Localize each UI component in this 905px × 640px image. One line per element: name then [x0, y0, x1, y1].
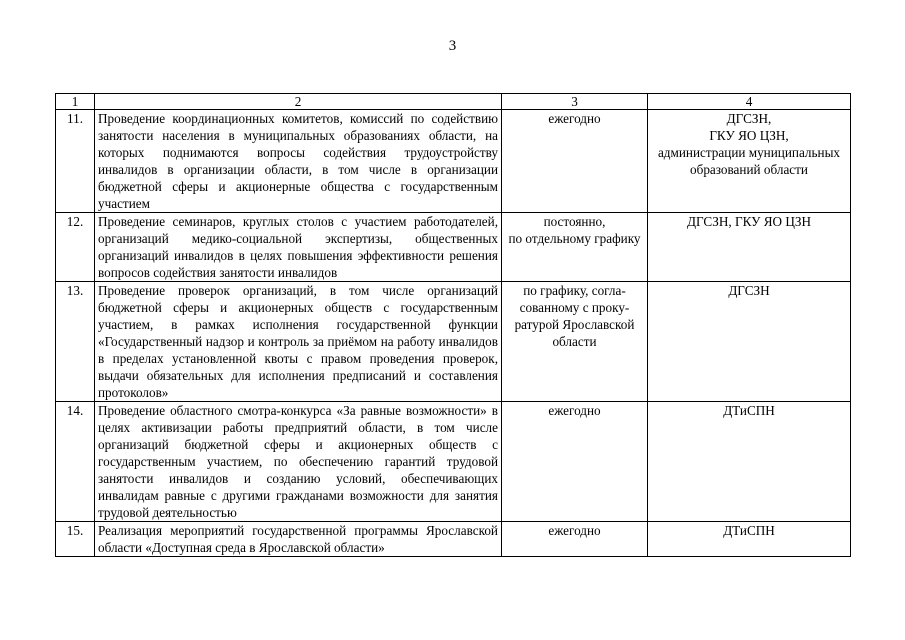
measure-term: ежегодно	[502, 402, 648, 522]
table-row	[56, 213, 851, 282]
table-row	[56, 402, 851, 522]
measure-description: Проведение областного смотра-конкурса «За равные возможности» в целях активизации работы предприятий области, в том числе организаций бюджетной сферы и акционерных обществ с государственным участием, по обеспечению гарантий трудовой занятости инвалидов и созданию условий, обеспечивающих инвалидам равные с другими гражданами возможности для занятия трудовой деятельностью	[95, 402, 502, 522]
measure-responsible: ДГСЗН, ГКУ ЯО ЦЗН, администрации муниципальных образований области	[648, 110, 851, 213]
measure-description: Проведение семинаров, круглых столов с участием работодателей, организаций медико-социальной экспертизы, общественных организаций инвалидов в целях повышения эффективности решения вопросов содействия занятости инвалидов	[95, 213, 502, 282]
measure-description: Проведение координационных комитетов, комиссий по содействию занятости населения в муниципальных образованиях области, на которых поднимаются вопросы содействия трудоустройству инвалидов в организации области, в том числе в организации бюджетной сферы и акционерные общества с государственным участием	[95, 110, 502, 213]
measure-description: Проведение проверок организаций, в том числе организаций бюджетной сферы и акционерных обществ с государственным участием, в рамках исполнения государственной функции «Государственный надзор и контроль за приёмом на работу инвалидов в пределах установленной квоты с правом проведения проверок, выдачи обязательных для исполнения предписаний и составления протоколов»	[95, 282, 502, 402]
measure-term: ежегодно	[502, 522, 648, 557]
row-number: 14.	[56, 402, 95, 522]
row-number: 13.	[56, 282, 95, 402]
measure-term: ежегодно	[502, 110, 648, 213]
header-col-1: 1	[56, 94, 95, 110]
page-number: 3	[448, 38, 457, 54]
table-row	[56, 110, 851, 213]
table-row	[56, 522, 851, 557]
measure-responsible: ДТиСПН	[648, 402, 851, 522]
measure-description: Реализация мероприятий государственной программы Ярославской области «Доступная среда в Ярославской области»	[95, 522, 502, 557]
measures-table	[55, 93, 851, 557]
measure-term: по графику, согласованному с прокуратурой Ярославской области	[502, 282, 648, 402]
row-number: 11.	[56, 110, 95, 213]
measure-responsible: ДТиСПН	[648, 522, 851, 557]
row-number: 15.	[56, 522, 95, 557]
header-col-3: 3	[502, 94, 648, 110]
measure-responsible: ДГСЗН	[648, 282, 851, 402]
measure-responsible: ДГСЗН, ГКУ ЯО ЦЗН	[648, 213, 851, 282]
header-col-4: 4	[648, 94, 851, 110]
header-col-2: 2	[95, 94, 502, 110]
header-row	[56, 94, 851, 110]
row-number: 12.	[56, 213, 95, 282]
table-row	[56, 282, 851, 402]
measure-term: постоянно, по отдельному графику	[502, 213, 648, 282]
